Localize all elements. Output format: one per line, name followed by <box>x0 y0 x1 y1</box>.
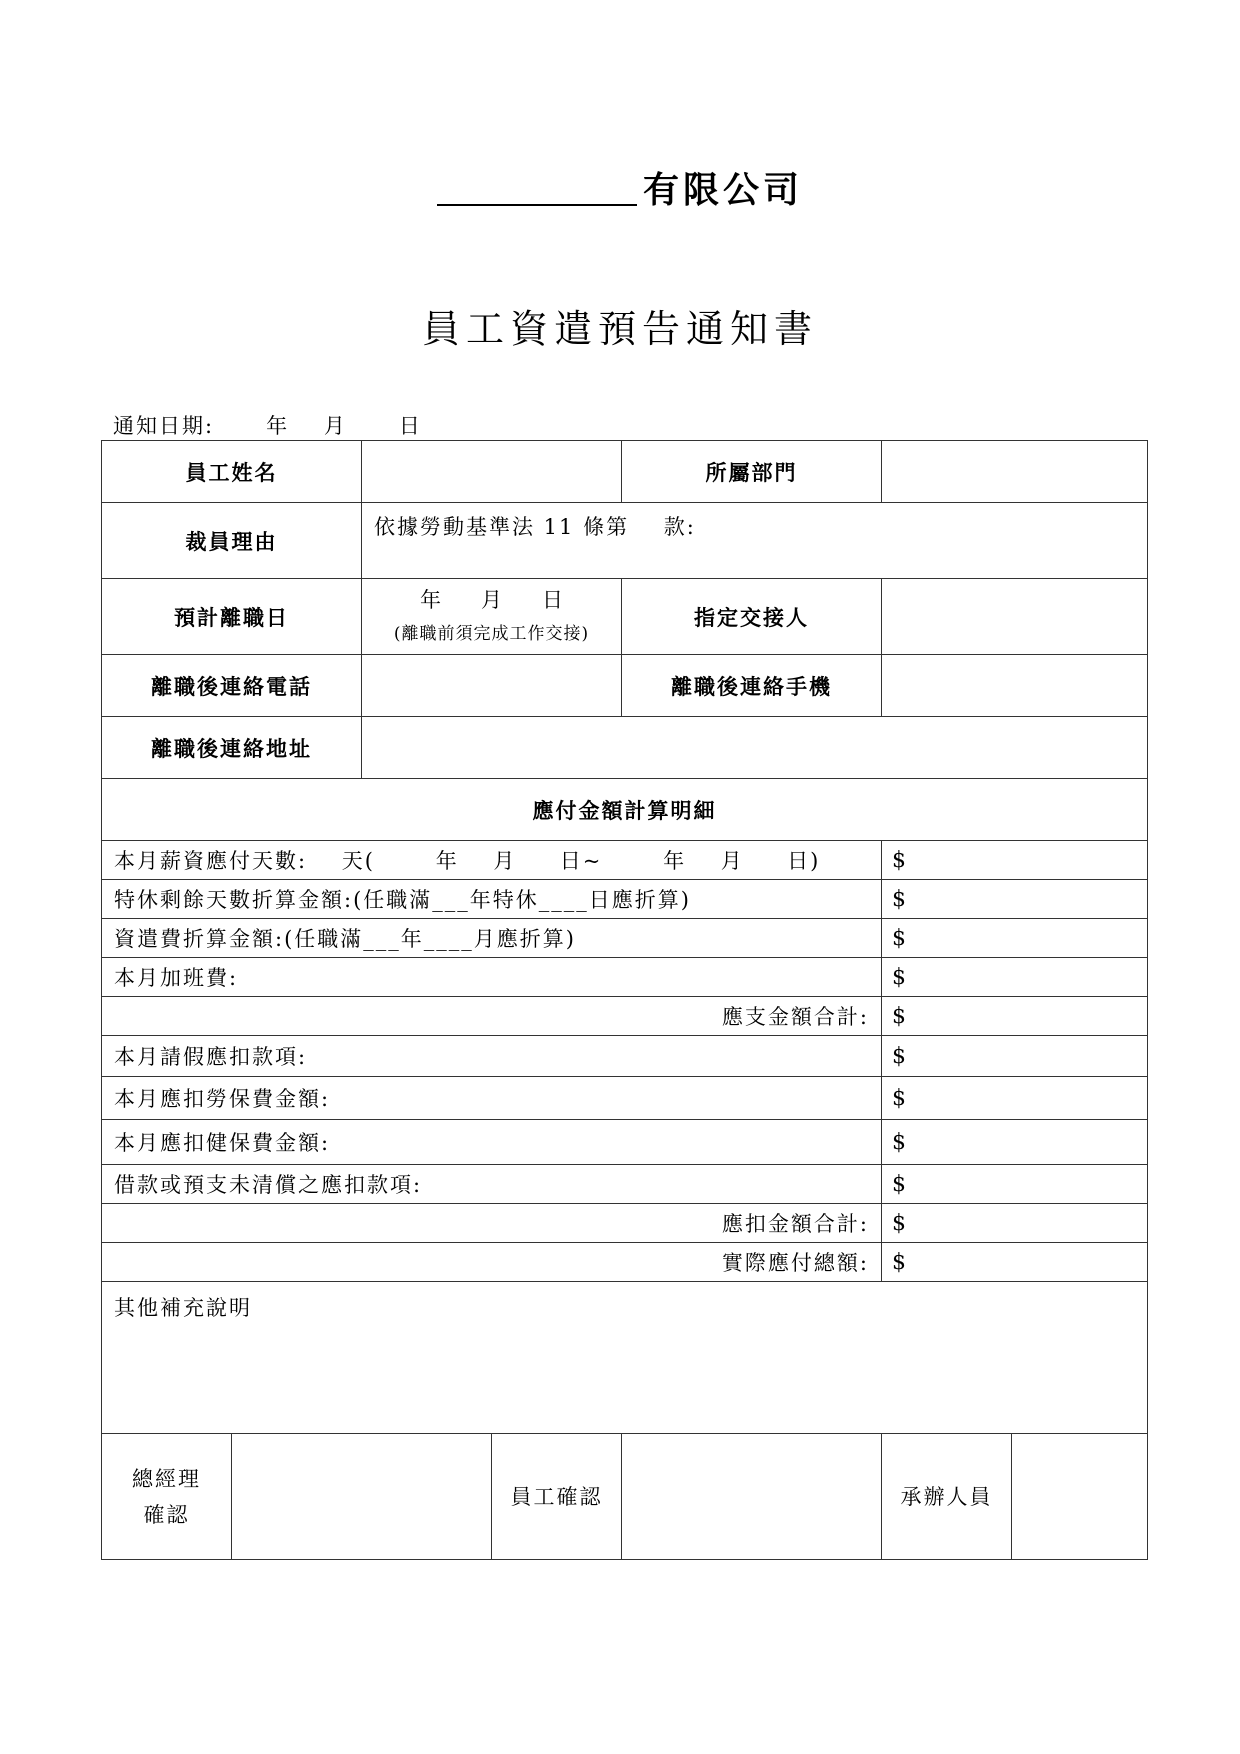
employee-confirm-label: 員工確認 <box>492 1434 622 1560</box>
payment-row-deduction-total: 應扣金額合計: <box>102 1204 882 1243</box>
payment-row-net-total: 實際應付總額: <box>102 1243 882 1282</box>
mobile-field[interactable] <box>882 655 1148 717</box>
payment-row-annual-leave: 特休剩餘天數折算金額:(任職滿___年特休____日應折算) <box>102 880 882 919</box>
employee-name-field[interactable] <box>362 441 622 503</box>
payment-row-health-insurance: 本月應扣健保費金額: <box>102 1120 882 1165</box>
handover-field[interactable] <box>882 579 1148 655</box>
memo-label: 其他補充說明 <box>114 1296 252 1320</box>
employee-name-label: 員工姓名 <box>102 441 362 503</box>
leave-date-field[interactable] <box>362 579 622 655</box>
department-field[interactable] <box>882 441 1148 503</box>
reason-text: 依據勞動基準法 11 條第 款: <box>374 515 696 539</box>
memo-field[interactable] <box>102 1282 1148 1434</box>
leave-date-label: 預計離職日 <box>102 579 362 655</box>
handler-signature-field[interactable] <box>1012 1434 1148 1560</box>
notice-date: 通知日期: 年 月 日 <box>113 414 422 438</box>
payment-row-loan-deduction: 借款或預支未清償之應扣款項: <box>102 1165 882 1204</box>
payment-amount-annual-leave[interactable]: $ <box>882 880 1148 919</box>
department-label: 所屬部門 <box>622 441 882 503</box>
payment-amount-health-insurance[interactable]: $ <box>882 1120 1148 1165</box>
payment-amount-salary-days[interactable]: $ <box>882 841 1148 880</box>
payment-row-overtime: 本月加班費: <box>102 958 882 997</box>
phone-field[interactable] <box>362 655 622 717</box>
payment-section-title: 應付金額計算明細 <box>102 779 1148 841</box>
payment-amount-labor-insurance[interactable]: $ <box>882 1077 1148 1120</box>
gm-label-line2: 確認 <box>143 1502 190 1527</box>
gm-confirm-label <box>102 1434 232 1560</box>
gm-label-line1: 總經理 <box>132 1466 201 1491</box>
leave-date-value: 年 月 日 <box>419 587 564 612</box>
payment-amount-net-total[interactable]: $ <box>882 1243 1148 1282</box>
company-name-blank[interactable] <box>437 168 637 206</box>
handover-label: 指定交接人 <box>622 579 882 655</box>
payment-row-labor-insurance: 本月應扣勞保費金額: <box>102 1077 882 1120</box>
payment-amount-overtime[interactable]: $ <box>882 958 1148 997</box>
employee-signature-field[interactable] <box>622 1434 882 1560</box>
leave-date-note: (離職前須完成工作交接) <box>393 623 590 644</box>
address-label: 離職後連絡地址 <box>102 717 362 779</box>
address-field[interactable] <box>362 717 1148 779</box>
page-title: 員工資遣預告通知書 <box>421 307 818 351</box>
phone-label: 離職後連絡電話 <box>102 655 362 717</box>
payment-amount-deduction-total[interactable]: $ <box>882 1204 1148 1243</box>
payment-amount-severance[interactable]: $ <box>882 919 1148 958</box>
payment-amount-leave-deduction[interactable]: $ <box>882 1036 1148 1077</box>
mobile-label: 離職後連絡手機 <box>622 655 882 717</box>
reason-field[interactable] <box>362 503 1148 579</box>
payment-row-leave-deduction: 本月請假應扣款項: <box>102 1036 882 1077</box>
payment-row-severance: 資遣費折算金額:(任職滿___年____月應折算) <box>102 919 882 958</box>
company-name <box>0 162 1240 213</box>
payment-amount-payable-total[interactable]: $ <box>882 997 1148 1036</box>
handler-label: 承辦人員 <box>882 1434 1012 1560</box>
company-suffix: 有限公司 <box>642 170 803 211</box>
payment-row-payable-total: 應支金額合計: <box>102 997 882 1036</box>
payment-row-salary-days: 本月薪資應付天數: 天( 年 月 日~ 年 月 日) <box>102 841 882 880</box>
severance-form-table <box>101 440 1148 1560</box>
payment-amount-loan-deduction[interactable]: $ <box>882 1165 1148 1204</box>
gm-signature-field[interactable] <box>232 1434 492 1560</box>
reason-label: 裁員理由 <box>102 503 362 579</box>
